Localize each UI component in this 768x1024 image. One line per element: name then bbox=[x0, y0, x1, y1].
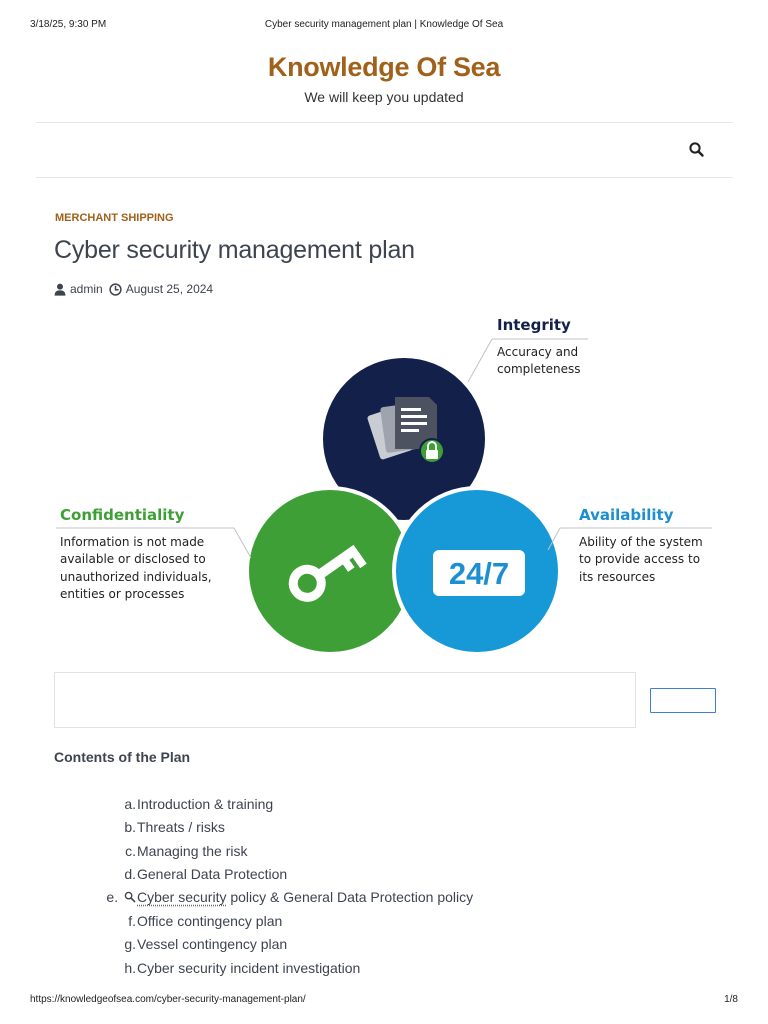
list-item-text: General Data Protection bbox=[137, 866, 288, 882]
print-page-number: 1/8 bbox=[724, 994, 738, 1005]
integrity-leader-line bbox=[468, 339, 492, 382]
list-item-text: Vessel contingency plan bbox=[137, 936, 288, 952]
print-datetime: 3/18/25, 9:30 PM bbox=[30, 19, 107, 30]
confidentiality-desc-3: unauthorized individuals, bbox=[60, 570, 212, 584]
list-marker: e. bbox=[106, 889, 119, 905]
list-item-text bbox=[137, 889, 473, 905]
contents-heading: Contents of the Plan bbox=[54, 749, 191, 765]
print-page-title: Cyber security management plan | Knowledge Of Sea bbox=[264, 19, 504, 30]
availability-title: Availability bbox=[579, 506, 674, 524]
user-icon bbox=[54, 283, 66, 296]
header-divider-top bbox=[36, 122, 733, 123]
print-url: https://knowledgeofsea.com/cyber-security-management-plan/ bbox=[30, 994, 306, 1005]
cia-triad-figure bbox=[48, 305, 720, 663]
list-item-text: Managing the risk bbox=[137, 843, 248, 859]
search-icon bbox=[124, 891, 136, 903]
confidentiality-desc-1: Information is not made bbox=[60, 535, 205, 549]
post-title: Cyber security management plan bbox=[54, 236, 415, 264]
post-date[interactable]: August 25, 2024 bbox=[125, 282, 214, 296]
availability-badge bbox=[433, 550, 525, 596]
search-icon bbox=[688, 141, 706, 159]
integrity-desc-2: completeness bbox=[497, 362, 581, 376]
list-marker: b. bbox=[124, 819, 136, 835]
post-date-wrap bbox=[109, 282, 213, 296]
ad-button[interactable] bbox=[650, 688, 716, 713]
list-marker: g. bbox=[124, 936, 136, 952]
keyword-link[interactable]: Cyber security bbox=[137, 889, 227, 905]
list-item-text: Cyber security incident investigation bbox=[137, 960, 361, 976]
list-item-text-rest: policy & General Data Protection policy bbox=[226, 889, 474, 905]
availability-desc-1: Ability of the system bbox=[579, 535, 703, 549]
list-item-text: Introduction & training bbox=[137, 796, 274, 812]
author-link[interactable]: admin bbox=[70, 282, 103, 296]
confidentiality-desc-4: entities or processes bbox=[60, 587, 185, 601]
availability-desc-2: to provide access to bbox=[579, 552, 701, 566]
availability-desc-3: its resources bbox=[579, 570, 656, 584]
list-marker: a. bbox=[124, 796, 136, 812]
site-tagline: We will keep you updated bbox=[304, 89, 464, 105]
clock-icon bbox=[109, 283, 122, 296]
list-item-text: Threats / risks bbox=[137, 819, 225, 835]
list-marker: c. bbox=[125, 843, 136, 859]
site-title[interactable]: Knowledge Of Sea bbox=[267, 52, 501, 82]
integrity-title: Integrity bbox=[497, 316, 571, 334]
category-link[interactable]: MERCHANT SHIPPING bbox=[55, 212, 174, 224]
search-button[interactable] bbox=[688, 141, 706, 159]
ad-placeholder bbox=[54, 672, 636, 728]
post-meta bbox=[54, 282, 213, 296]
list-marker: d. bbox=[124, 866, 136, 882]
integrity-desc-1: Accuracy and bbox=[497, 345, 579, 359]
list-item-text: Office contingency plan bbox=[137, 913, 283, 929]
list-marker: f. bbox=[128, 913, 136, 929]
header-divider-bottom bbox=[36, 177, 733, 178]
confidentiality-desc-2: available or disclosed to bbox=[60, 552, 206, 566]
list-marker-with-icon bbox=[0, 889, 136, 905]
badge-text: 24/7 bbox=[448, 556, 510, 591]
confidentiality-title: Confidentiality bbox=[60, 506, 185, 524]
confidentiality-leader-line bbox=[234, 528, 251, 558]
list-marker: h. bbox=[124, 960, 136, 976]
